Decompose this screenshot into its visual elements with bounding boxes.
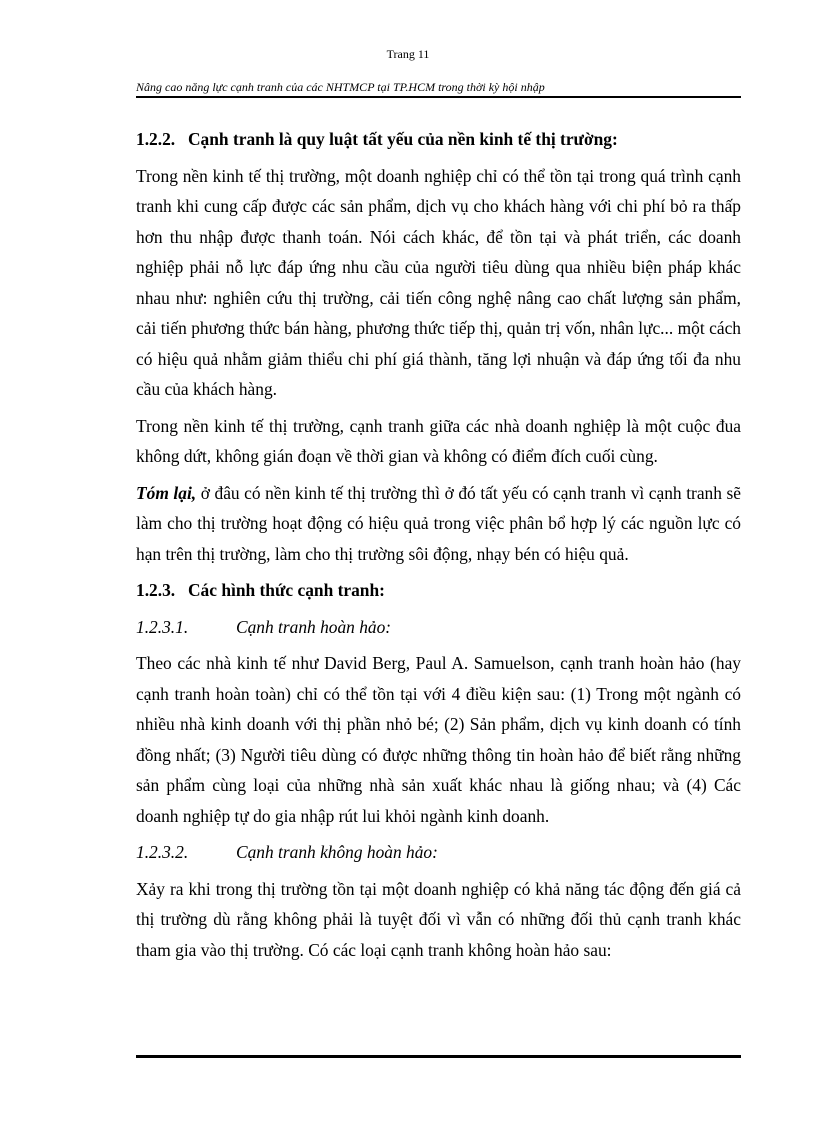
section-heading-1-2-3	[136, 575, 741, 606]
subsection-heading-1-2-3-1	[136, 612, 741, 643]
paragraph: Theo các nhà kinh tế như David Berg, Paul A. Samuelson, cạnh tranh hoàn hảo (hay cạnh tranh hoàn toàn) chỉ có thể tồn tại với 4 điều kiện sau: (1) Trong một ngành có nhiều nhà kinh doanh với thị phần nhỏ bé; (2) Sản phẩm, dịch vụ kinh doanh có tính đồng nhất; (3) Người tiêu dùng có được những thông tin hoàn hảo để biết rằng những sản phẩm cùng loại của những nhà sản xuất khác nhau là giống nhau; và (4) Các doanh nghiệp tự do gia nhập rút lui khỏi ngành kinh doanh.	[136, 653, 741, 826]
subsection-title: Cạnh tranh hoàn hảo:	[236, 616, 392, 637]
subsection-title: Cạnh tranh không hoàn hảo:	[236, 842, 438, 862]
section-heading-1-2-2	[136, 124, 741, 155]
conclusion-paragraph	[136, 478, 741, 570]
section-number: 1.2.2.	[136, 129, 176, 149]
paragraph: Trong nền kinh tế thị trường, một doanh nghiệp chỉ có thể tồn tại trong quá trình cạnh tranh khi cung cấp được các sản phẩm, dịch vụ cho khách hàng với chi phí bỏ ra thấp hơn thu nhập được thanh toán. Nói cách khác, để tồn tại và phát triển, các doanh nghiệp phải nỗ lực đáp ứng nhu cầu của người tiêu dùng qua nhiều biện pháp khác nhau như: nghiên cứu thị trường, cải tiến công nghệ nâng cao chất lượng sản phẩm, cải tiến phương thức bán hàng, phương thức tiếp thị, quản trị vốn, nhân lực... một cách có hiệu quả nhằm giảm thiểu chi phí giá thành, tăng lợi nhuận và đáp ứng tối đa nhu cầu của khách hàng.	[136, 165, 741, 399]
subsection-number: 1.2.3.1.	[136, 616, 189, 637]
section-title: Cạnh tranh là quy luật tất yếu của nền kinh tế thị trường:	[188, 129, 618, 149]
footer-divider	[136, 1055, 741, 1058]
conclusion-text: ở đâu có nền kinh tế thị trường thì ở đó tất yếu có cạnh tranh vì cạnh tranh sẽ làm cho thị trường hoạt động có hiệu quả trong việc phân bổ hợp lý các nguồn lực có hạn trên thị trường, làm cho thị trường sôi động, nhạy bén có hiệu quả.	[136, 482, 741, 564]
subsection-heading-1-2-3-2	[136, 837, 741, 868]
page-number: Trang 11	[386, 47, 430, 61]
running-header: Nâng cao năng lực cạnh tranh của các NHTMCP tại TP.HCM trong thời kỳ hội nhập	[136, 80, 545, 94]
subsection-number: 1.2.3.2.	[136, 842, 189, 862]
paragraph: Trong nền kinh tế thị trường, cạnh tranh giữa các nhà doanh nghiệp là một cuộc đua không dứt, không gián đoạn về thời gian và không có điểm đích cuối cùng.	[136, 415, 741, 466]
document-body	[136, 124, 741, 971]
section-number: 1.2.3.	[136, 580, 176, 600]
conclusion-lead: Tóm lại,	[136, 482, 197, 503]
paragraph: Xảy ra khi trong thị trường tồn tại một doanh nghiệp có khả năng tác động đến giá cả thị trường dù rằng không phải là tuyệt đối vì vẫn có những đối thủ cạnh tranh khác tham gia vào thị trường. Có các loại cạnh tranh không hoàn hảo sau:	[136, 878, 741, 960]
header-divider	[136, 96, 741, 98]
section-title: Các hình thức cạnh tranh:	[188, 580, 385, 600]
